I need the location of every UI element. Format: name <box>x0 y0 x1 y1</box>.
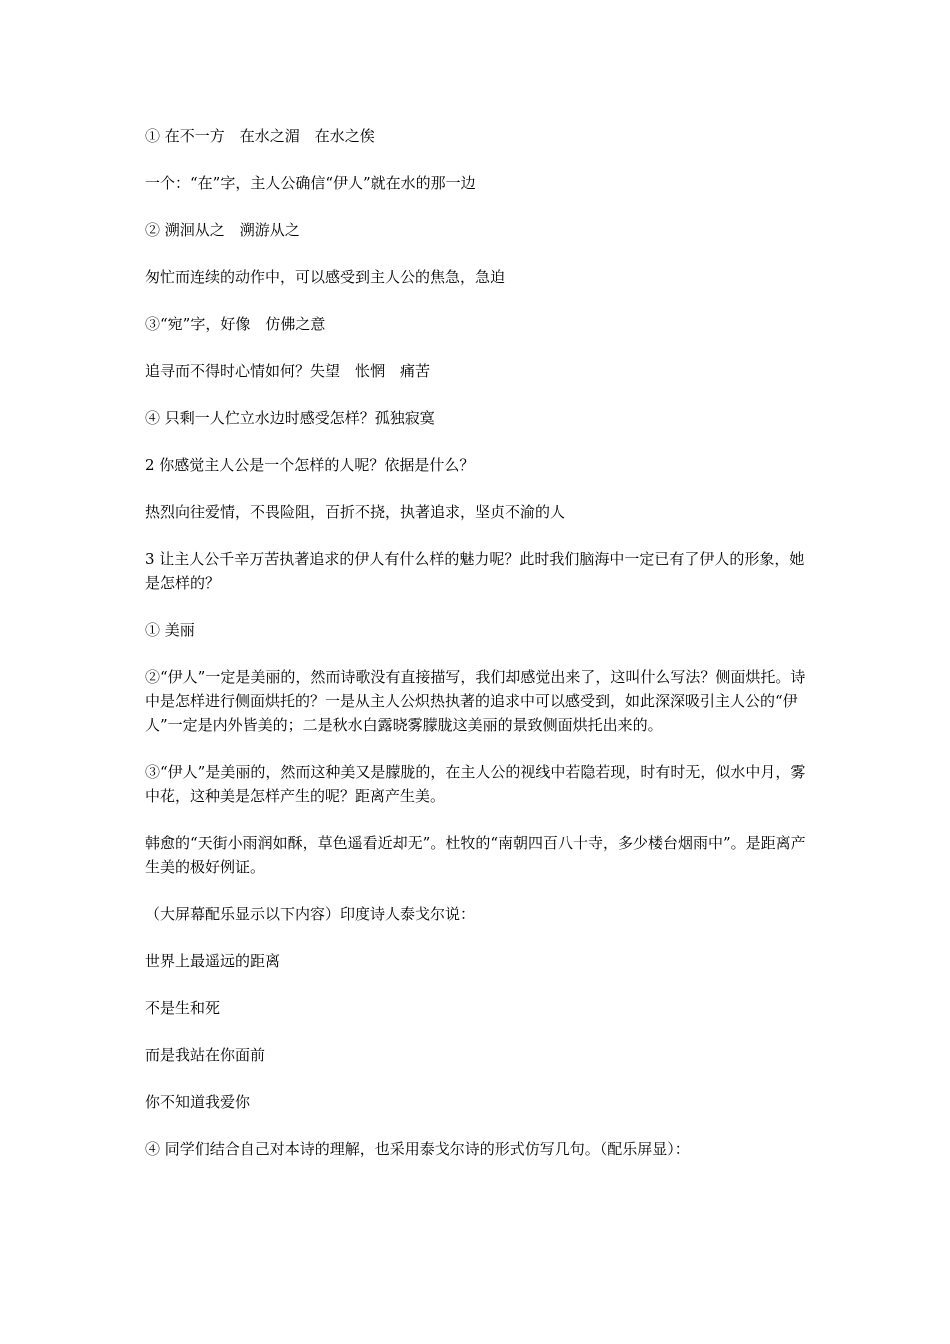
paragraph: ④ 同学们结合自己对本诗的理解，也采用泰戈尔诗的形式仿写几句。（配乐屏显）： <box>145 1140 690 1158</box>
paragraph: ② 溯洄从之 溯游从之 <box>145 221 300 239</box>
paragraph: ④ 只剩一人伫立水边时感受怎样？孤独寂寞 <box>145 409 435 427</box>
paragraph: 3 让主人公千辛万苦执著追求的伊人有什么样的魅力呢？此时我们脑海中一定已有了伊人的形象，她是怎样的？ <box>145 550 805 592</box>
paragraph: 韩愈的“天街小雨润如酥，草色遥看近却无”。杜牧的“南朝四百八十寺，多少楼台烟雨中”。是距离产生美的极好例证。 <box>145 834 806 876</box>
paragraph: 追寻而不得时心情如何？失望 怅惘 痛苦 <box>145 362 431 380</box>
poem-line: 不是生和死 <box>145 999 221 1017</box>
paragraph: ②“伊人”一定是美丽的，然而诗歌没有直接描写，我们却感觉出来了，这叫什么写法？侧面烘托。诗中是怎样进行侧面烘托的？一是从主人公炽热执著的追求中可以感受到，如此深深吸引主人公的“伊人”一定是内外皆美的；二是秋水白露晓雾朦胧这美丽的景致侧面烘托出来的。 <box>145 668 806 734</box>
paragraph: ① 美丽 <box>145 621 195 639</box>
paragraph: ① 在不一方 在水之湄 在水之俟 <box>145 127 375 145</box>
paragraph: （大屏幕配乐显示以下内容）印度诗人泰戈尔说： <box>145 905 476 923</box>
paragraph: 一个：“在”字，主人公确信“伊人”就在水的那一边 <box>145 174 476 192</box>
document-page <box>145 124 810 1184</box>
paragraph: 匆忙而连续的动作中，可以感受到主人公的焦急，急迫 <box>145 268 506 286</box>
poem-line: 而是我站在你面前 <box>145 1046 266 1064</box>
paragraph: 热烈向往爱情，不畏险阻，百折不挠，执著追求，坚贞不渝的人 <box>145 503 566 521</box>
paragraph: ③“宛”字，好像 仿佛之意 <box>145 315 326 333</box>
paragraph: 2 你感觉主人公是一个怎样的人呢？依据是什么？ <box>145 456 475 474</box>
poem-line: 世界上最遥远的距离 <box>145 952 281 970</box>
poem-line: 你不知道我爱你 <box>145 1093 251 1111</box>
paragraph: ③“伊人”是美丽的，然而这种美又是朦胧的，在主人公的视线中若隐若现，时有时无，似水中月，雾中花，这种美是怎样产生的呢？距离产生美。 <box>145 763 806 805</box>
